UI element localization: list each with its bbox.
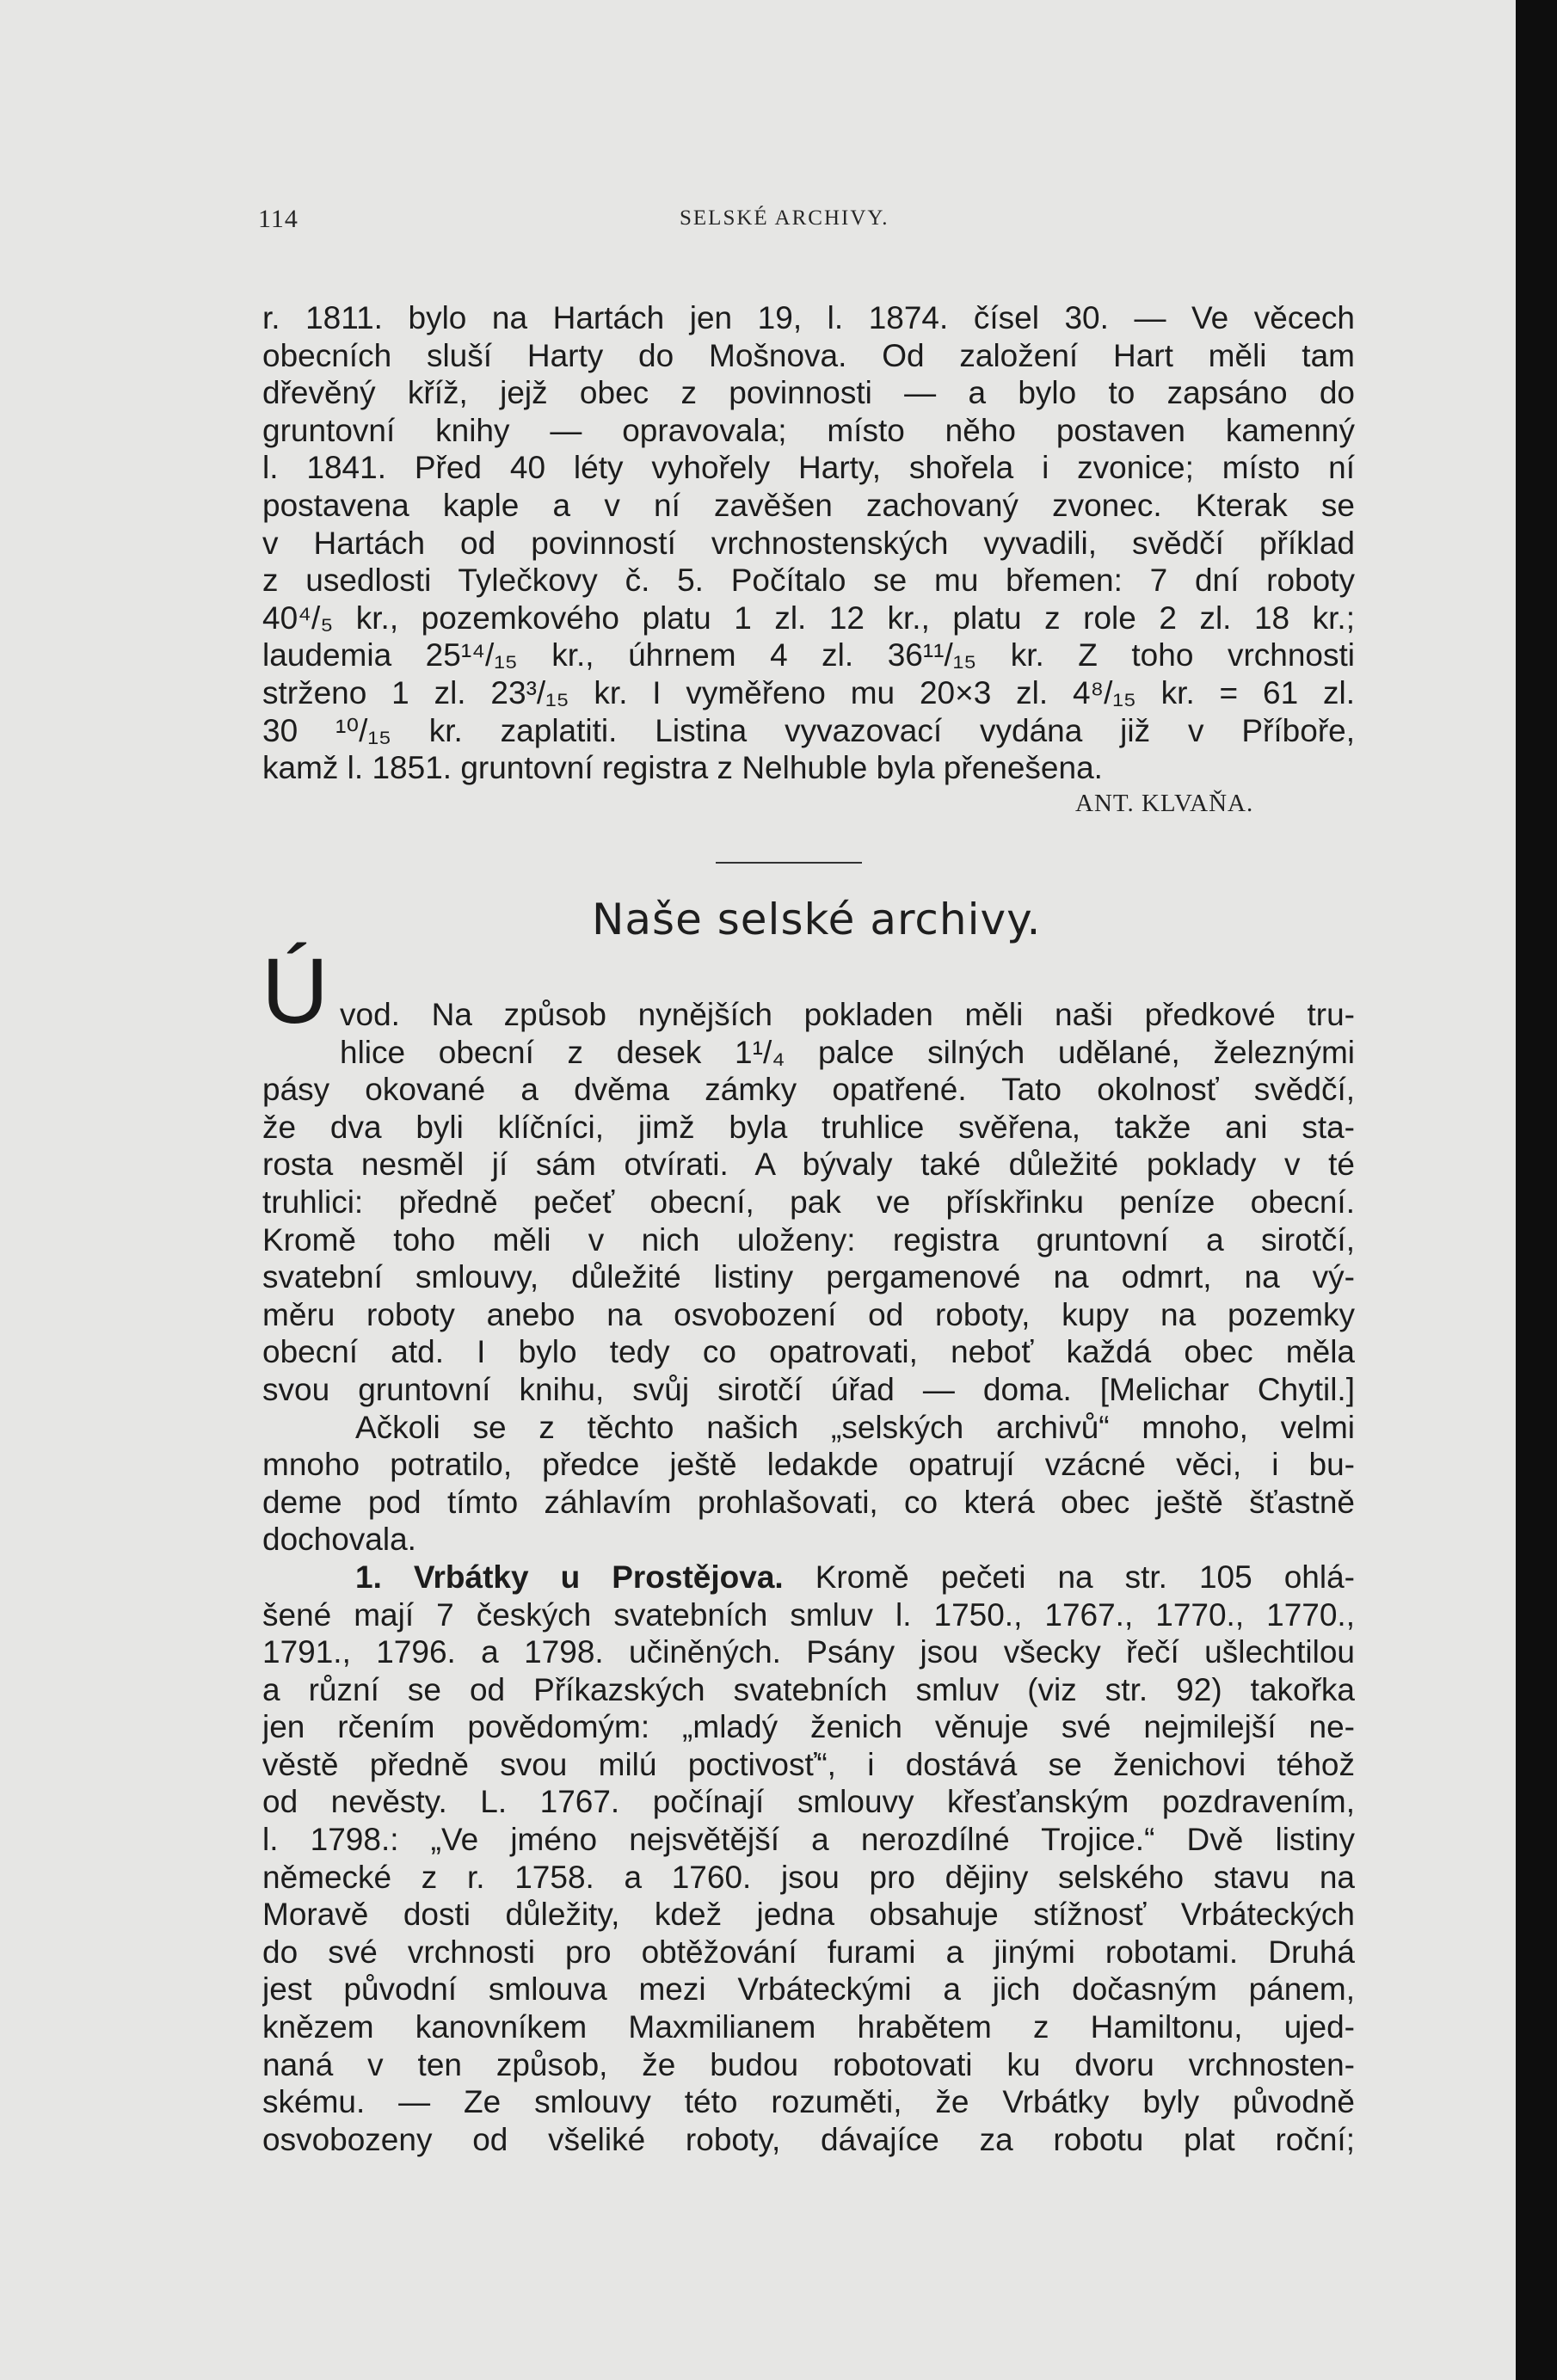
text-line: kamž l. 1851. gruntovní registra z Nelhuble byla přenešena. (262, 750, 1103, 786)
text-line: mnoho potratilo, předce ještě ledakde opatrují vzácné věci, i bu- (262, 1447, 1355, 1483)
text-line: knězem kanovníkem Maxmilianem hrabětem z Hamiltonu, ujed- (262, 2009, 1355, 2045)
text-line: skému. — Ze smlouvy této rozuměti, že Vrbátky byly původně (262, 2084, 1355, 2120)
text-line: a různí se od Příkazských svatebních smluv (viz str. 92) takořka (262, 1671, 1355, 1707)
text-line: l. 1798.: „Ve jméno nejsvětější a nerozdílné Trojice.“ Dvě listiny (262, 1822, 1355, 1858)
text-line: naná v ten způsob, že budou robotovati ku dvoru vrchnosten- (262, 2046, 1355, 2082)
text-line: svou gruntovní knihu, svůj sirotčí úřad — doma. [Melichar Chytil.] (262, 1371, 1355, 1407)
text-line: Kromě toho měli v nich uloženy: registra gruntovní a sirotčí, (262, 1221, 1355, 1258)
text-line: do své vrchnosti pro obtěžování furami a jinými robotami. Druhá (262, 1934, 1355, 1970)
text-line: 1791., 1796. a 1798. učiněných. Psány jsou všecky řečí ušlechtilou (262, 1634, 1355, 1670)
article-continuation (262, 299, 1355, 787)
text-line: postavena kaple a v ní zavěšen zachovaný zvonec. Kterak se (262, 487, 1355, 523)
text-line: vod. Na způsob nynějších pokladen měli naši předkové tru- (340, 997, 1355, 1032)
text-line: dochovala. (262, 1522, 416, 1558)
running-head (0, 205, 1516, 239)
section-heading: Naše selské archivy. (592, 895, 1042, 944)
drop-initial: Ú (262, 938, 329, 1042)
text-line: strženo 1 zl. 23³/₁₅ kr. I vyměřeno mu 20×3 zl. 4⁸/₁₅ kr. = 61 zl. (262, 674, 1355, 710)
text-line: obecních sluší Harty do Mošnova. Od založení Hart měli tam (262, 337, 1355, 373)
text-line: Moravě dosti důležity, kdež jedna obsahuje stížnosť Vrbáteckých (262, 1897, 1355, 1933)
text-line: v Hartách od povinností vrchnostenských vyvadili, svědčí příklad (262, 525, 1355, 561)
text-line: jen rčením povědomým: „mladý ženich věnuje své nejmilejší ne- (262, 1709, 1355, 1745)
text-line: německé z r. 1758. a 1760. jsou pro dějiny selského stavu na (262, 1859, 1355, 1895)
text-line: věstě předně svou milú poctivosť“, i dostává se ženichovi téhož (262, 1746, 1355, 1782)
text-line: 30 ¹⁰/₁₅ kr. zaplatiti. Listina vyvazovací vydána již v Příboře, (262, 712, 1355, 748)
text-line: laudemia 25¹⁴/₁₅ kr., úhrnem 4 zl. 36¹¹/₁₅ kr. Z toho vrchnosti (262, 637, 1355, 673)
section-divider (716, 862, 862, 864)
author-signature: ANT. KLVAŇA. (1075, 790, 1254, 817)
text-line: osvobozeny od všeliké roboty, dávajíce za robotu plat roční; (262, 2121, 1355, 2157)
text-line: měru roboty anebo na osvobození od roboty, kupy na pozemky (262, 1296, 1355, 1332)
running-title: SELSKÉ ARCHIVY. (680, 206, 889, 230)
text-line: hlice obecní z desek 1¹/₄ palce silných udělané, železnými (340, 1034, 1355, 1070)
text-line: od nevěsty. L. 1767. počínají smlouvy křesťanským pozdravením, (262, 1784, 1355, 1820)
text-line: 40⁴/₅ kr., pozemkového platu 1 zl. 12 kr., platu z role 2 zl. 18 kr.; (262, 600, 1355, 636)
text-line: Ačkoli se z těchto našich „selských archivů“ mnoho, velmi (355, 1409, 1355, 1445)
text-line: že dva byli klíčníci, jimž byla truhlice svěřena, takže ani sta- (262, 1109, 1355, 1145)
text-line: r. 1811. bylo na Hartách jen 19, l. 1874. čísel 30. — Ve věcech (262, 300, 1355, 335)
entry-first-line-rest: Kromě pečeti na str. 105 ohlá- (783, 1559, 1355, 1595)
text-line: l. 1841. Před 40 léty vyhořely Harty, shořela i zvonice; místo ní (262, 450, 1355, 486)
page-number: 114 (258, 205, 298, 233)
section-body (262, 996, 1355, 2158)
text-line: deme pod tímto záhlavím prohlašovati, co která obec ještě šťastně (262, 1484, 1355, 1520)
text-line: rosta nesměl jí sám otvírati. A bývaly také důležité poklady v té (262, 1147, 1355, 1183)
text-line: svatební smlouvy, důležité listiny pergamenové na odmrt, na vý- (262, 1259, 1355, 1295)
scan-border (1516, 0, 1557, 2380)
text-line: šené mají 7 českých svatebních smluv l. 1750., 1767., 1770., 1770., (262, 1596, 1355, 1633)
text-line: gruntovní knihy — opravovala; místo něho postaven kamenný (262, 412, 1355, 448)
text-line: pásy okované a dvěma zámky opatřené. Tato okolnosť svědčí, (262, 1072, 1355, 1108)
entry-first-line (262, 1559, 1355, 1596)
text-line: truhlici: předně pečeť obecní, pak ve přískřinku peníze obecní. (262, 1184, 1355, 1220)
text-line: jest původní smlouva mezi Vrbáteckými a jich dočasným pánem, (262, 1971, 1355, 2008)
text-line: z usedlosti Tylečkovy č. 5. Počítalo se mu břemen: 7 dní roboty (262, 563, 1355, 599)
text-line: obecní atd. I bylo tedy co opatrovati, neboť každá obec měla (262, 1334, 1355, 1370)
entry-title: 1. Vrbátky u Prostějova. (355, 1559, 784, 1595)
text-line: dřevěný kříž, jejž obec z povinnosti — a bylo to zapsáno do (262, 375, 1355, 411)
